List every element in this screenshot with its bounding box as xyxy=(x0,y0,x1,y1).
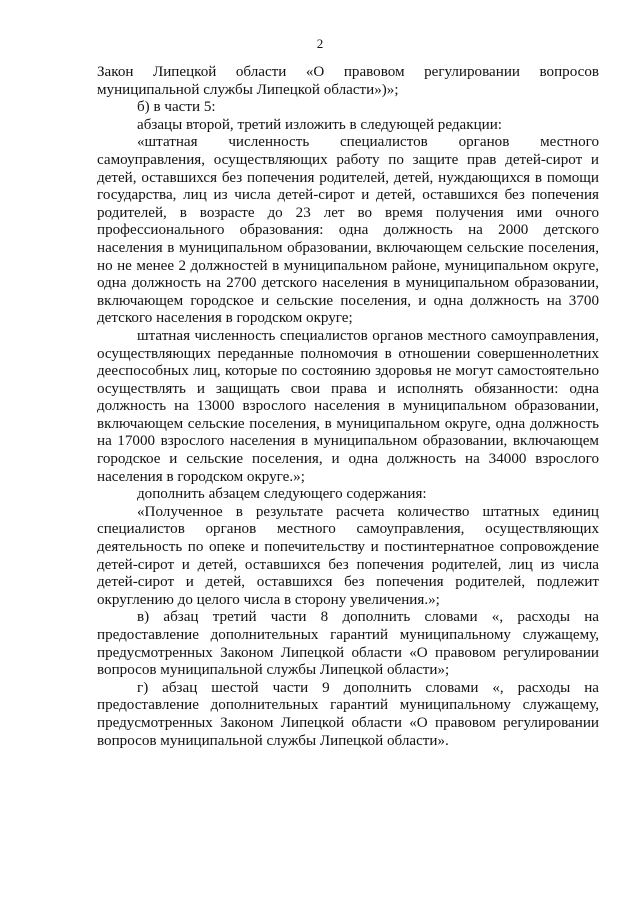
paragraph-item-b: б) в части 5: xyxy=(137,99,216,116)
paragraph-continuation: Закон Липецкой области «О правовом регулировании вопросов муниципальной службы Липецкой области»)»; xyxy=(97,64,599,98)
paragraph-supplement-instruction: дополнить абзацем следующего содержания: xyxy=(137,486,427,503)
paragraph-rounding-rule: «Полученное в результате расчета количество штатных единиц специалистов органов местного самоуправления, осуществляющих деятельность по опеке и попечительству и постинтернатное сопровождение детей-сирот и детей, оставшихся без попечения родителей, лиц из числа детей-сирот и детей, оставшихся без попечения родителей, подлежит округлению до целого числа в сторону увеличения.»; xyxy=(97,503,599,608)
paragraph-staffing-adults: штатная численность специалистов органов местного самоуправления, осуществляющих переданные полномочия в отношении совершеннолетних дееспособных лиц, которые по состоянию здоровья не могут самостоятельно осуществлять и защищать свои права и исполнять обязанности: одна должность на 13000 взрослого населения в муниципальном образовании, включающем сельские поселения, в муниципальном округе, одна должность на 17000 взрослого населения в муниципальном образовании, включающем городское и сельские поселения, и одна должность на 34000 взрослого населения в городском округе.»; xyxy=(97,327,599,485)
document-body xyxy=(97,64,599,750)
paragraph-item-v: в) абзац третий части 8 дополнить словами «, расходы на предоставление дополнительных гарантий муниципальному служащему, предусмотренных Законом Липецкой области «О правовом регулировании вопросов муниципальной службы Липецкой области»; xyxy=(97,609,599,679)
page-number: 2 xyxy=(316,36,324,51)
paragraph-item-g: г) абзац шестой части 9 дополнить словами «, расходы на предоставление дополнительных гарантий муниципальному служащему, предусмотренных Законом Липецкой области «О правовом регулировании вопросов муниципальной службы Липецкой области». xyxy=(97,679,599,749)
paragraph-staffing-children: «штатная численность специалистов органов местного самоуправления, осуществляющих работу по защите прав детей-сирот и детей, оставшихся без попечения родителей, детей, нуждающихся в помощи государства, лиц из числа детей-сирот и детей, оставшихся без попечения родителей, в возрасте до 23 лет во время получения ими очного профессионального образования: одна должность на 2000 детского населения в муниципальном образовании, включающем сельские поселения, но не менее 2 должностей в муниципальном районе, муниципальном округе, одна должность на 2700 детского населения в муниципальном образовании, включающем городское и сельские поселения, и одна должность на 3700 детского населения в городском округе; xyxy=(97,134,599,327)
paragraph-instruction: абзацы второй, третий изложить в следующей редакции: xyxy=(137,116,502,133)
